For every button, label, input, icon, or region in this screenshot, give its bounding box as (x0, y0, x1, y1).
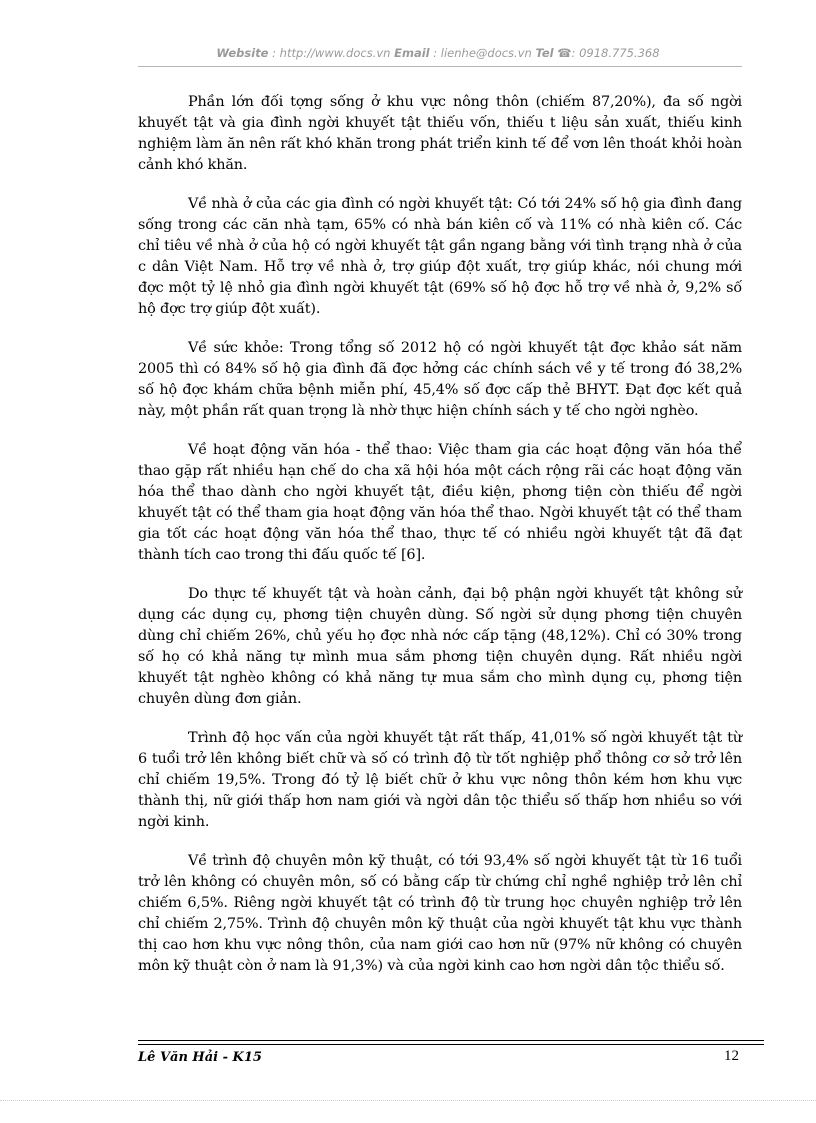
footer-divider-bottom (138, 1044, 764, 1045)
paragraph: Trình độ học vấn của ngời khuyết tật rất thấp, 41,01% số ngời khuyết tật từ 6 tuổi trở lên không biết chữ và số có trình độ từ tốt nghiệp phổ thông cơ sở trở lên chỉ chiếm 19,5%. Trong đó tỷ lệ biết chữ ở khu vực nông thôn kém hơn khu vực thành thị, nữ giới thấp hơn nam giới và ngời dân tộc thiểu số thấp hơn nhiều so với ngời kinh. (138, 730, 742, 830)
page-header (138, 46, 738, 60)
paragraph: Phần lớn đối tợng sống ở khu vực nông thôn (chiếm 87,20%), đa số ngời khuyết tật và gia đình ngời khuyết tật thiếu vốn, thiếu t liệu sản xuất, thiếu kinh nghiệm làm ăn nên rất khó khăn trong phát triển kinh tế để vơn lên thoát khỏi hoàn cảnh khó khăn. (138, 94, 742, 173)
paragraph: Về trình độ chuyên môn kỹ thuật, có tới 93,4% số ngời khuyết tật từ 16 tuổi trở lên không có chuyên môn, số có bằng cấp từ chứng chỉ nghề nghiệp trở lên chỉ chiếm 6,5%. Riêng ngời khuyết tật có trình độ từ trung học chuyên nghiệp trở lên chỉ chiếm 2,75%. Trình độ chuyên môn kỹ thuật của ngời khuyết tật khu vực thành thị cao hơn khu vực nông thôn, của nam giới cao hơn nữ (97% nữ không có chuyên môn kỹ thuật còn ở nam là 91,3%) và của ngời kinh cao hơn ngời dân tộc thiểu số. (138, 853, 742, 974)
footer-divider-top (138, 1040, 764, 1041)
website-label: Website (216, 46, 269, 60)
header-divider (138, 66, 742, 67)
website-url[interactable]: : http://www.docs.vn (272, 46, 391, 60)
tel-number: ☎: 0918.775.368 (557, 46, 660, 60)
document-body (138, 92, 742, 995)
page-edge (0, 1100, 816, 1101)
paragraph: Về nhà ở của các gia đình có ngời khuyết tật: Có tới 24% số hộ gia đình đang sống trong các căn nhà tạm, 65% có nhà bán kiên cố và 11% có nhà kiên cố. Các chỉ tiêu về nhà ở của hộ có ngời khuyết tật gần ngang bằng với tình trạng nhà ở của c dân Việt Nam. Hỗ trợ về nhà ở, trợ giúp đột xuất, trợ giúp khác, nói chung mới đợc một tỷ lệ nhỏ gia đình ngời khuyết tật (69% số hộ đợc hỗ trợ về nhà ở, 9,2% số hộ đợc trợ giúp đột xuất). (138, 196, 742, 317)
footer-author: Lê Văn Hải - K15 (138, 1050, 262, 1065)
email-address[interactable]: : lienhe@docs.vn (433, 46, 532, 60)
paragraph: Về hoạt động văn hóa - thể thao: Việc tham gia các hoạt động văn hóa thể thao gặp rất nhiều hạn chế do cha xã hội hóa một cách rộng rãi các hoạt động văn hóa thể thao dành cho ngời khuyết tật, điều kiện, phơng tiện còn thiếu để ngời khuyết tật có thể tham gia hoạt động văn hóa thể thao. Ngời khuyết tật có thể tham gia tốt các hoạt động văn hóa thể thao, thực tế có nhiều ngời khuyết tật đã đạt thành tích cao trong thi đấu quốc tế [6]. (138, 442, 742, 563)
paragraph: Do thực tế khuyết tật và hoàn cảnh, đại bộ phận ngời khuyết tật không sử dụng các dụng cụ, phơng tiện chuyên dùng. Số ngời sử dụng phơng tiện chuyên dùng chỉ chiếm 26%, chủ yếu họ đợc nhà nớc cấp tặng (48,12%). Chỉ có 30% trong số họ có khả năng tự mình mua sắm phơng tiện chuyên dụng. Rất nhiều ngời khuyết tật nghèo không có khả năng tự mua sắm cho mình dụng cụ, phơng tiện chuyên dùng đơn giản. (138, 586, 742, 707)
email-label: Email (394, 46, 430, 60)
page-number: 12 (724, 1048, 739, 1064)
paragraph: Về sức khỏe: Trong tổng số 2012 hộ có ngời khuyết tật đợc khảo sát năm 2005 thì có 84% số hộ gia đình đã đợc hởng các chính sách về y tế trong đó 38,2% số hộ đợc khám chữa bệnh miễn phí, 45,4% số đợc cấp thẻ BHYT. Đạt đợc kết quả này, một phần rất quan trọng là nhờ thực hiện chính sách y tế cho ngời nghèo. (138, 340, 742, 419)
tel-label: Tel (535, 46, 554, 60)
